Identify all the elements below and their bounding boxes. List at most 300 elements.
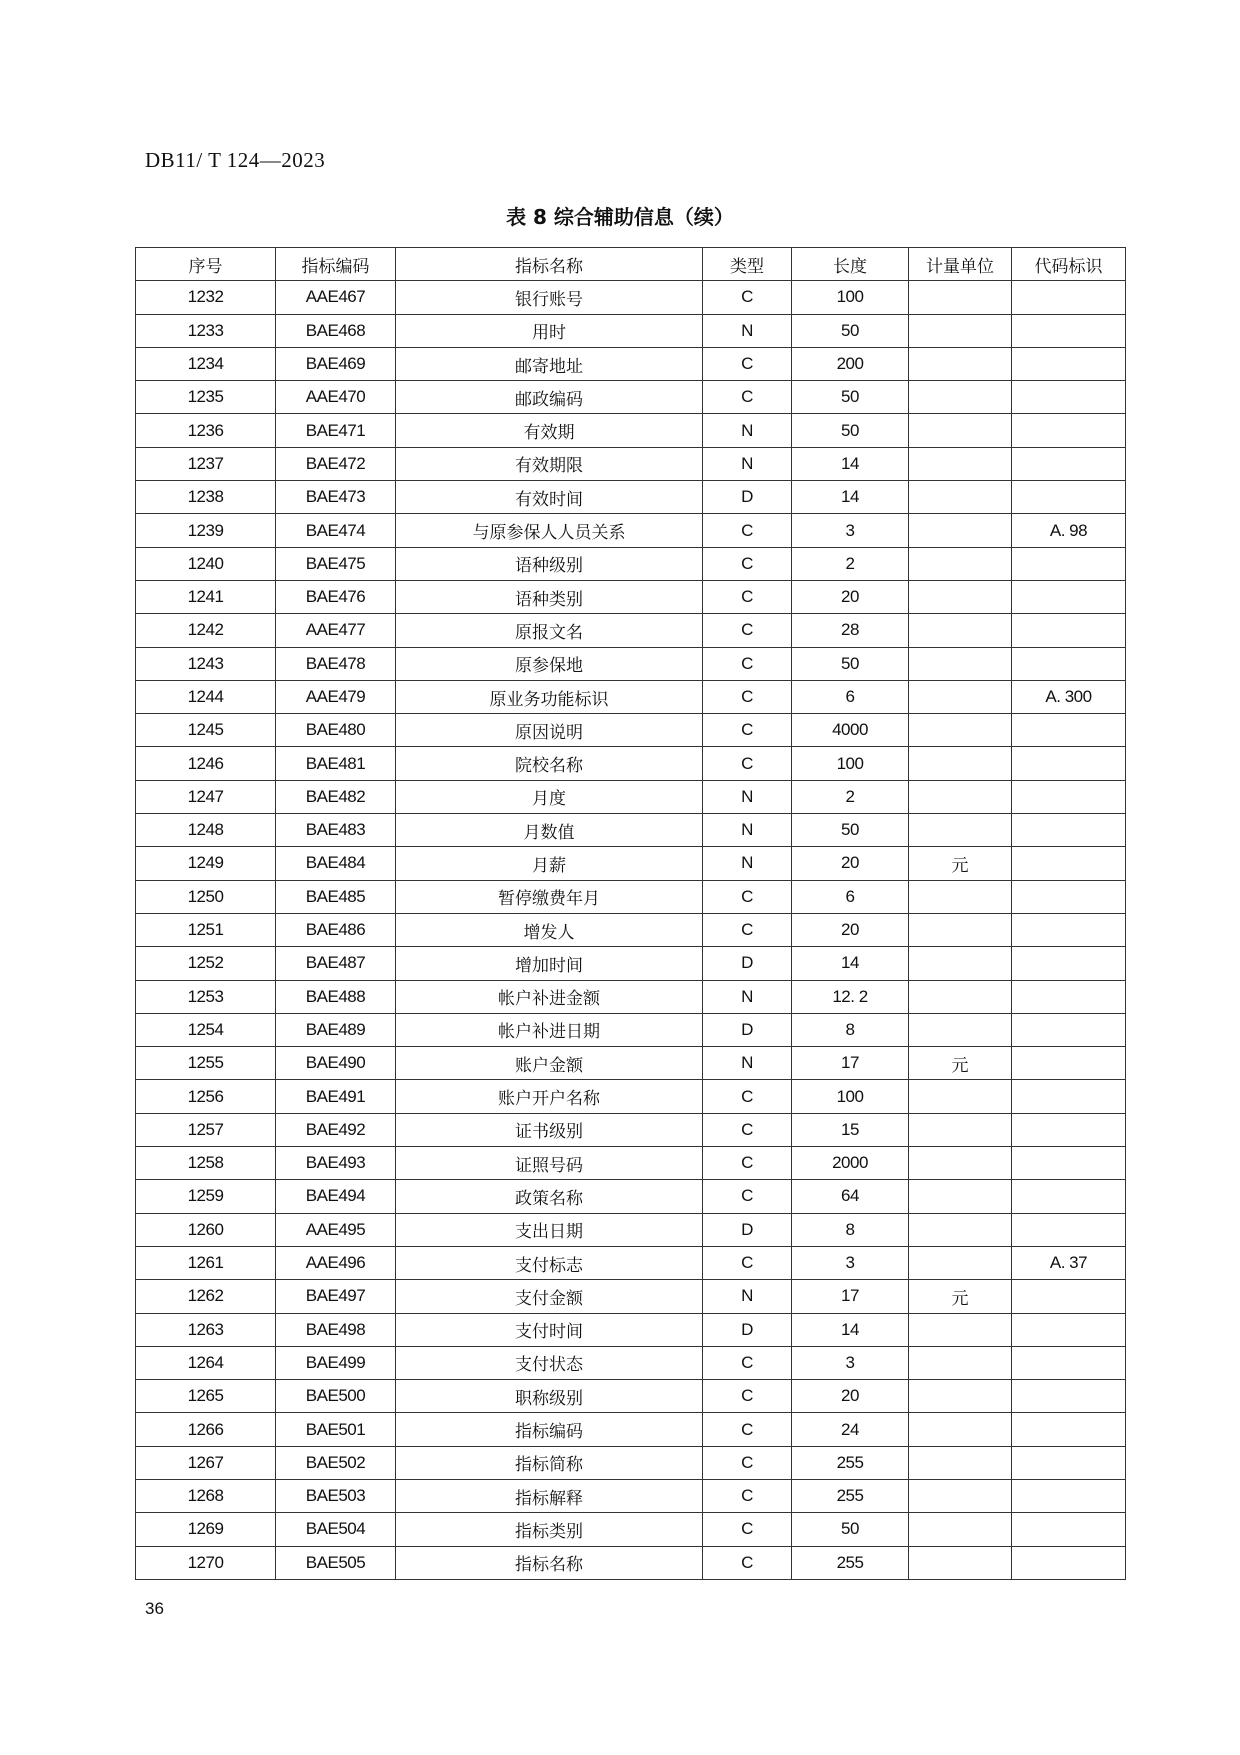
- cell-len: 8: [792, 1213, 909, 1246]
- cell-code: BAE504: [276, 1513, 396, 1546]
- table-row: [136, 414, 1126, 447]
- cell-code: BAE473: [276, 481, 396, 514]
- cell-type: C: [703, 714, 792, 747]
- cell-seq: 1264: [136, 1346, 276, 1379]
- cell-len: 8: [792, 1013, 909, 1046]
- cell-unit: [909, 714, 1012, 747]
- cell-len: 14: [792, 947, 909, 980]
- cell-seq: 1239: [136, 514, 276, 547]
- cell-code: BAE491: [276, 1080, 396, 1113]
- cell-seq: 1256: [136, 1080, 276, 1113]
- cell-len: 6: [792, 680, 909, 713]
- cell-len: 17: [792, 1280, 909, 1313]
- cell-unit: [909, 647, 1012, 680]
- table-row: [136, 1313, 1126, 1346]
- cell-seq: 1246: [136, 747, 276, 780]
- cell-type: C: [703, 614, 792, 647]
- cell-code: BAE474: [276, 514, 396, 547]
- page-number: 36: [145, 1599, 164, 1618]
- cell-code: BAE490: [276, 1047, 396, 1080]
- header-name: 指标名称: [396, 248, 703, 281]
- cell-seq: 1248: [136, 814, 276, 847]
- table-row: [136, 1213, 1126, 1246]
- table-row: [136, 347, 1126, 380]
- table-row: [136, 314, 1126, 347]
- table-row: [136, 980, 1126, 1013]
- cell-seq: 1253: [136, 980, 276, 1013]
- table-row: [136, 547, 1126, 580]
- table-row: [136, 913, 1126, 946]
- table-row: [136, 580, 1126, 613]
- cell-code: BAE480: [276, 714, 396, 747]
- table-row: [136, 1047, 1126, 1080]
- cell-ref: [1012, 714, 1126, 747]
- cell-unit: [909, 1080, 1012, 1113]
- cell-unit: [909, 514, 1012, 547]
- table-row: [136, 281, 1126, 314]
- cell-len: 3: [792, 514, 909, 547]
- cell-name: 银行账号: [396, 281, 703, 314]
- table-row: [136, 1013, 1126, 1046]
- cell-len: 4000: [792, 714, 909, 747]
- cell-type: C: [703, 1479, 792, 1512]
- table-row: [136, 1080, 1126, 1113]
- cell-ref: [1012, 1346, 1126, 1379]
- cell-type: N: [703, 814, 792, 847]
- header-code-ref: 代码标识: [1012, 248, 1126, 281]
- header-code: 指标编码: [276, 248, 396, 281]
- cell-code: BAE482: [276, 780, 396, 813]
- cell-ref: [1012, 747, 1126, 780]
- cell-name: 原业务功能标识: [396, 680, 703, 713]
- cell-type: D: [703, 481, 792, 514]
- cell-seq: 1237: [136, 447, 276, 480]
- cell-seq: 1259: [136, 1180, 276, 1213]
- cell-type: N: [703, 980, 792, 1013]
- cell-name: 账户开户名称: [396, 1080, 703, 1113]
- cell-ref: [1012, 780, 1126, 813]
- cell-unit: [909, 913, 1012, 946]
- cell-len: 200: [792, 347, 909, 380]
- cell-ref: [1012, 1446, 1126, 1479]
- cell-type: D: [703, 1213, 792, 1246]
- cell-ref: [1012, 547, 1126, 580]
- cell-ref: [1012, 814, 1126, 847]
- cell-type: D: [703, 1313, 792, 1346]
- cell-seq: 1269: [136, 1513, 276, 1546]
- cell-ref: [1012, 281, 1126, 314]
- cell-code: BAE475: [276, 547, 396, 580]
- table-row: [136, 1413, 1126, 1446]
- cell-type: C: [703, 647, 792, 680]
- cell-unit: [909, 1346, 1012, 1379]
- header-type: 类型: [703, 248, 792, 281]
- cell-unit: [909, 281, 1012, 314]
- cell-seq: 1234: [136, 347, 276, 380]
- cell-seq: 1268: [136, 1479, 276, 1512]
- cell-code: BAE498: [276, 1313, 396, 1346]
- cell-type: C: [703, 1380, 792, 1413]
- cell-len: 255: [792, 1479, 909, 1512]
- cell-name: 支付标志: [396, 1246, 703, 1279]
- cell-code: BAE500: [276, 1380, 396, 1413]
- cell-name: 职称级别: [396, 1380, 703, 1413]
- cell-name: 月数值: [396, 814, 703, 847]
- table-row: [136, 814, 1126, 847]
- cell-seq: 1240: [136, 547, 276, 580]
- cell-ref: [1012, 614, 1126, 647]
- cell-name: 院校名称: [396, 747, 703, 780]
- cell-seq: 1243: [136, 647, 276, 680]
- cell-code: BAE502: [276, 1446, 396, 1479]
- cell-code: BAE493: [276, 1147, 396, 1180]
- cell-ref: [1012, 1546, 1126, 1579]
- cell-len: 50: [792, 381, 909, 414]
- cell-type: C: [703, 1413, 792, 1446]
- cell-len: 15: [792, 1113, 909, 1146]
- header-seq: 序号: [136, 248, 276, 281]
- table-row: [136, 1546, 1126, 1579]
- table-row: [136, 647, 1126, 680]
- cell-code: BAE503: [276, 1479, 396, 1512]
- cell-ref: [1012, 847, 1126, 880]
- cell-len: 3: [792, 1346, 909, 1379]
- cell-type: N: [703, 314, 792, 347]
- cell-len: 255: [792, 1546, 909, 1579]
- cell-type: C: [703, 547, 792, 580]
- cell-seq: 1263: [136, 1313, 276, 1346]
- table-row: [136, 1113, 1126, 1146]
- cell-name: 支出日期: [396, 1213, 703, 1246]
- cell-code: BAE485: [276, 880, 396, 913]
- cell-unit: [909, 347, 1012, 380]
- cell-name: 增加时间: [396, 947, 703, 980]
- cell-unit: [909, 381, 1012, 414]
- cell-unit: [909, 747, 1012, 780]
- cell-name: 有效期限: [396, 447, 703, 480]
- cell-len: 50: [792, 647, 909, 680]
- cell-type: N: [703, 847, 792, 880]
- cell-unit: 元: [909, 1280, 1012, 1313]
- cell-ref: [1012, 880, 1126, 913]
- cell-len: 28: [792, 614, 909, 647]
- cell-unit: [909, 1013, 1012, 1046]
- cell-name: 账户金额: [396, 1047, 703, 1080]
- cell-ref: [1012, 1047, 1126, 1080]
- cell-seq: 1261: [136, 1246, 276, 1279]
- cell-ref: [1012, 1113, 1126, 1146]
- cell-name: 邮寄地址: [396, 347, 703, 380]
- cell-ref: [1012, 1213, 1126, 1246]
- cell-unit: [909, 314, 1012, 347]
- table-row: [136, 381, 1126, 414]
- cell-code: BAE472: [276, 447, 396, 480]
- cell-unit: [909, 1313, 1012, 1346]
- cell-unit: [909, 481, 1012, 514]
- cell-code: AAE477: [276, 614, 396, 647]
- cell-name: 暂停缴费年月: [396, 880, 703, 913]
- cell-name: 有效期: [396, 414, 703, 447]
- cell-seq: 1233: [136, 314, 276, 347]
- cell-ref: [1012, 1413, 1126, 1446]
- cell-name: 指标编码: [396, 1413, 703, 1446]
- cell-type: N: [703, 1047, 792, 1080]
- cell-name: 增发人: [396, 913, 703, 946]
- table-row: [136, 1180, 1126, 1213]
- cell-type: N: [703, 1280, 792, 1313]
- cell-seq: 1258: [136, 1147, 276, 1180]
- cell-name: 帐户补进日期: [396, 1013, 703, 1046]
- cell-code: AAE495: [276, 1213, 396, 1246]
- cell-name: 指标解释: [396, 1479, 703, 1512]
- table-row: [136, 1446, 1126, 1479]
- table-row: [136, 847, 1126, 880]
- cell-type: C: [703, 381, 792, 414]
- cell-ref: [1012, 1147, 1126, 1180]
- table-row: [136, 1280, 1126, 1313]
- cell-unit: [909, 1380, 1012, 1413]
- cell-seq: 1251: [136, 913, 276, 946]
- table-row: [136, 614, 1126, 647]
- cell-seq: 1266: [136, 1413, 276, 1446]
- cell-type: C: [703, 1147, 792, 1180]
- cell-seq: 1241: [136, 580, 276, 613]
- cell-ref: [1012, 1513, 1126, 1546]
- cell-len: 24: [792, 1413, 909, 1446]
- cell-code: BAE497: [276, 1280, 396, 1313]
- cell-seq: 1252: [136, 947, 276, 980]
- cell-type: C: [703, 347, 792, 380]
- table-row: [136, 1346, 1126, 1379]
- cell-type: C: [703, 880, 792, 913]
- cell-name: 支付金额: [396, 1280, 703, 1313]
- cell-name: 原报文名: [396, 614, 703, 647]
- cell-ref: A. 98: [1012, 514, 1126, 547]
- cell-len: 20: [792, 1380, 909, 1413]
- cell-seq: 1245: [136, 714, 276, 747]
- cell-len: 14: [792, 447, 909, 480]
- cell-code: BAE505: [276, 1546, 396, 1579]
- cell-seq: 1244: [136, 680, 276, 713]
- cell-seq: 1267: [136, 1446, 276, 1479]
- data-table: [135, 247, 1126, 1580]
- cell-unit: [909, 580, 1012, 613]
- cell-seq: 1247: [136, 780, 276, 813]
- cell-type: C: [703, 514, 792, 547]
- table-body: [136, 281, 1126, 1580]
- cell-code: BAE487: [276, 947, 396, 980]
- cell-len: 50: [792, 814, 909, 847]
- cell-len: 3: [792, 1246, 909, 1279]
- cell-code: BAE489: [276, 1013, 396, 1046]
- cell-type: C: [703, 281, 792, 314]
- cell-len: 2: [792, 780, 909, 813]
- cell-len: 50: [792, 314, 909, 347]
- cell-seq: 1260: [136, 1213, 276, 1246]
- cell-code: AAE479: [276, 680, 396, 713]
- cell-ref: [1012, 1180, 1126, 1213]
- table-row: [136, 1479, 1126, 1512]
- document-code: DB11/ T 124—2023: [145, 148, 326, 172]
- cell-code: BAE471: [276, 414, 396, 447]
- cell-unit: [909, 780, 1012, 813]
- cell-seq: 1254: [136, 1013, 276, 1046]
- cell-name: 指标简称: [396, 1446, 703, 1479]
- cell-name: 支付时间: [396, 1313, 703, 1346]
- cell-unit: [909, 1246, 1012, 1279]
- cell-unit: [909, 1213, 1012, 1246]
- cell-type: C: [703, 1513, 792, 1546]
- cell-name: 邮政编码: [396, 381, 703, 414]
- cell-name: 与原参保人人员关系: [396, 514, 703, 547]
- cell-name: 帐户补进金额: [396, 980, 703, 1013]
- cell-name: 语种类别: [396, 580, 703, 613]
- table-row: [136, 514, 1126, 547]
- cell-ref: [1012, 314, 1126, 347]
- table-caption: 表 8 综合辅助信息（续）: [506, 205, 734, 229]
- cell-type: C: [703, 1180, 792, 1213]
- cell-type: C: [703, 1446, 792, 1479]
- cell-type: N: [703, 414, 792, 447]
- cell-code: AAE470: [276, 381, 396, 414]
- cell-ref: [1012, 1380, 1126, 1413]
- cell-seq: 1265: [136, 1380, 276, 1413]
- cell-seq: 1235: [136, 381, 276, 414]
- cell-ref: [1012, 913, 1126, 946]
- cell-unit: [909, 680, 1012, 713]
- cell-code: BAE486: [276, 913, 396, 946]
- cell-unit: [909, 1446, 1012, 1479]
- cell-unit: 元: [909, 847, 1012, 880]
- cell-name: 证照号码: [396, 1147, 703, 1180]
- cell-code: BAE468: [276, 314, 396, 347]
- cell-code: BAE478: [276, 647, 396, 680]
- cell-name: 原参保地: [396, 647, 703, 680]
- cell-code: BAE488: [276, 980, 396, 1013]
- cell-len: 20: [792, 913, 909, 946]
- cell-ref: [1012, 1013, 1126, 1046]
- cell-code: BAE499: [276, 1346, 396, 1379]
- table-header-row: [136, 248, 1126, 281]
- cell-len: 6: [792, 880, 909, 913]
- cell-len: 2000: [792, 1147, 909, 1180]
- cell-ref: [1012, 580, 1126, 613]
- cell-type: C: [703, 580, 792, 613]
- cell-ref: [1012, 414, 1126, 447]
- cell-ref: [1012, 647, 1126, 680]
- table-row: [136, 680, 1126, 713]
- cell-ref: A. 300: [1012, 680, 1126, 713]
- cell-len: 100: [792, 1080, 909, 1113]
- cell-unit: [909, 414, 1012, 447]
- cell-seq: 1250: [136, 880, 276, 913]
- cell-unit: [909, 1413, 1012, 1446]
- cell-unit: [909, 1479, 1012, 1512]
- cell-name: 支付状态: [396, 1346, 703, 1379]
- cell-ref: [1012, 1080, 1126, 1113]
- cell-type: C: [703, 1080, 792, 1113]
- cell-name: 证书级别: [396, 1113, 703, 1146]
- cell-len: 50: [792, 414, 909, 447]
- table-row: [136, 1147, 1126, 1180]
- cell-type: C: [703, 1346, 792, 1379]
- cell-unit: [909, 447, 1012, 480]
- cell-name: 月薪: [396, 847, 703, 880]
- table-row: [136, 1246, 1126, 1279]
- cell-ref: [1012, 1313, 1126, 1346]
- cell-len: 12. 2: [792, 980, 909, 1013]
- table-row: [136, 714, 1126, 747]
- cell-code: BAE469: [276, 347, 396, 380]
- cell-ref: [1012, 1479, 1126, 1512]
- cell-name: 原因说明: [396, 714, 703, 747]
- cell-code: AAE467: [276, 281, 396, 314]
- cell-ref: [1012, 481, 1126, 514]
- cell-unit: [909, 1546, 1012, 1579]
- header-unit: 计量单位: [909, 248, 1012, 281]
- cell-code: BAE494: [276, 1180, 396, 1213]
- cell-name: 月度: [396, 780, 703, 813]
- table-row: [136, 780, 1126, 813]
- cell-ref: A. 37: [1012, 1246, 1126, 1279]
- cell-type: C: [703, 1546, 792, 1579]
- cell-ref: [1012, 347, 1126, 380]
- cell-len: 64: [792, 1180, 909, 1213]
- cell-seq: 1242: [136, 614, 276, 647]
- cell-type: C: [703, 1113, 792, 1146]
- cell-len: 2: [792, 547, 909, 580]
- cell-code: BAE476: [276, 580, 396, 613]
- cell-seq: 1236: [136, 414, 276, 447]
- cell-unit: [909, 1180, 1012, 1213]
- cell-unit: [909, 947, 1012, 980]
- cell-ref: [1012, 381, 1126, 414]
- cell-unit: [909, 1113, 1012, 1146]
- table-row: [136, 947, 1126, 980]
- cell-unit: [909, 1147, 1012, 1180]
- cell-code: BAE483: [276, 814, 396, 847]
- cell-name: 政策名称: [396, 1180, 703, 1213]
- cell-type: D: [703, 947, 792, 980]
- cell-code: BAE492: [276, 1113, 396, 1146]
- cell-unit: 元: [909, 1047, 1012, 1080]
- cell-len: 17: [792, 1047, 909, 1080]
- cell-seq: 1238: [136, 481, 276, 514]
- cell-seq: 1270: [136, 1546, 276, 1579]
- table-row: [136, 747, 1126, 780]
- cell-unit: [909, 614, 1012, 647]
- cell-type: C: [703, 1246, 792, 1279]
- cell-len: 14: [792, 481, 909, 514]
- cell-len: 100: [792, 281, 909, 314]
- cell-unit: [909, 547, 1012, 580]
- cell-type: C: [703, 747, 792, 780]
- cell-ref: [1012, 447, 1126, 480]
- cell-type: N: [703, 447, 792, 480]
- cell-len: 20: [792, 847, 909, 880]
- cell-seq: 1249: [136, 847, 276, 880]
- table-row: [136, 1380, 1126, 1413]
- cell-type: C: [703, 913, 792, 946]
- cell-len: 50: [792, 1513, 909, 1546]
- cell-seq: 1255: [136, 1047, 276, 1080]
- cell-type: C: [703, 680, 792, 713]
- cell-len: 255: [792, 1446, 909, 1479]
- cell-type: N: [703, 780, 792, 813]
- table-row: [136, 447, 1126, 480]
- table-row: [136, 1513, 1126, 1546]
- cell-len: 14: [792, 1313, 909, 1346]
